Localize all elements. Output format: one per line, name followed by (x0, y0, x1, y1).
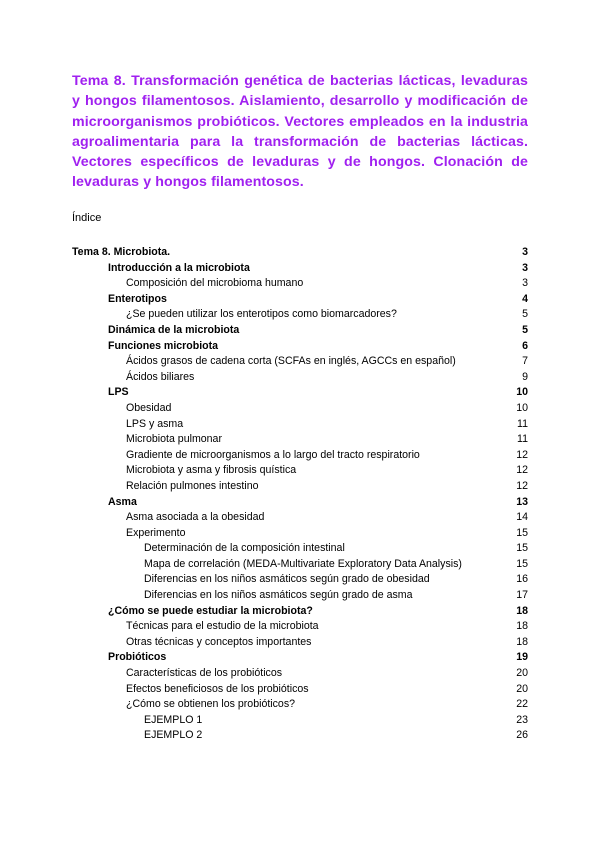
toc-entry-label: Asma asociada a la obesidad (126, 511, 265, 524)
toc-entry-tema-8[interactable] (72, 245, 528, 261)
table-of-contents (72, 245, 528, 744)
toc-entry-label: Características de los probióticos (126, 667, 283, 680)
toc-entry-otras-tecnicas[interactable] (72, 635, 528, 651)
toc-entry-asma[interactable] (72, 495, 528, 511)
toc-entry-label: LPS y asma (126, 417, 184, 430)
toc-entry-page: 15 (516, 542, 528, 555)
toc-entry-label: ¿Cómo se puede estudiar la microbiota? (108, 604, 313, 617)
toc-entry-label: Relación pulmones intestino (126, 479, 259, 492)
toc-entry-page: 26 (516, 729, 528, 742)
toc-entry-asma-obesidad[interactable] (72, 510, 528, 526)
toc-entry-label: Dinámica de la microbiota (108, 323, 240, 336)
toc-entry-page: 6 (522, 339, 528, 352)
toc-entry-label: Ácidos grasos de cadena corta (SCFAs en inglés, AGCCs en español) (126, 355, 456, 368)
toc-entry-page: 5 (522, 323, 528, 336)
toc-entry-page: 12 (516, 464, 528, 477)
toc-entry-page: 12 (516, 448, 528, 461)
toc-entry-acidos-biliares[interactable] (72, 370, 528, 386)
toc-entry-acidos-grasos[interactable] (72, 354, 528, 370)
toc-entry-como-obtienen[interactable] (72, 697, 528, 713)
toc-entry-page: 3 (522, 261, 528, 274)
toc-entry-gradiente[interactable] (72, 448, 528, 464)
toc-entry-lps-asma[interactable] (72, 417, 528, 433)
toc-entry-page: 12 (516, 479, 528, 492)
toc-entry-ejemplo-2[interactable] (72, 728, 528, 744)
toc-entry-label: EJEMPLO 2 (144, 729, 203, 742)
toc-entry-page: 20 (516, 667, 528, 680)
toc-entry-label: Otras técnicas y conceptos importantes (126, 635, 312, 648)
toc-entry-page: 10 (516, 386, 528, 399)
toc-entry-label: Microbiota y asma y fibrosis quística (126, 464, 297, 477)
toc-entry-label: Ácidos biliares (126, 370, 195, 383)
toc-entry-page: 20 (516, 682, 528, 695)
toc-entry-label: Asma (108, 495, 137, 508)
toc-entry-page: 3 (522, 246, 528, 258)
toc-entry-label: Determinación de la composición intestinal (144, 542, 345, 555)
toc-entry-page: 11 (517, 417, 528, 430)
toc-entry-page: 17 (516, 589, 528, 602)
toc-entry-tecnicas[interactable] (72, 619, 528, 635)
toc-entry-introduccion[interactable] (72, 261, 528, 277)
toc-entry-label: Probióticos (108, 651, 167, 664)
toc-entry-fibrosis[interactable] (72, 463, 528, 479)
toc-entry-label: Gradiente de microorganismos a lo largo del tracto respiratorio (126, 448, 420, 461)
toc-entry-page: 3 (522, 277, 528, 290)
toc-entry-page: 18 (516, 620, 528, 633)
toc-entry-composicion-intestinal[interactable] (72, 541, 528, 557)
toc-entry-label: EJEMPLO 1 (144, 713, 203, 726)
toc-entry-page: 19 (516, 651, 528, 664)
toc-entry-label: Mapa de correlación (MEDA-Multivariate Exploratory Data Analysis) (144, 557, 462, 570)
toc-entry-probioticos[interactable] (72, 650, 528, 666)
toc-entry-label: Efectos beneficiosos de los probióticos (126, 682, 309, 695)
toc-entry-enterotipos[interactable] (72, 292, 528, 308)
toc-entry-composicion[interactable] (72, 276, 528, 292)
index-heading: Índice (72, 212, 102, 224)
toc-entry-label: LPS (108, 386, 129, 399)
toc-entry-ejemplo-1[interactable] (72, 713, 528, 729)
toc-entry-page: 5 (522, 308, 528, 321)
toc-entry-label: Enterotipos (108, 292, 167, 305)
toc-entry-label: Experimento (126, 526, 186, 539)
toc-entry-page: 15 (516, 557, 528, 570)
toc-entry-page: 16 (516, 573, 528, 586)
toc-entry-diferencias-obesidad[interactable] (72, 572, 528, 588)
toc-entry-biomarcadores[interactable] (72, 307, 528, 323)
toc-entry-page: 18 (516, 604, 528, 617)
toc-entry-label: Introducción a la microbiota (108, 261, 250, 274)
toc-entry-page: 10 (516, 401, 528, 414)
toc-entry-lps[interactable] (72, 385, 528, 401)
toc-entry-diferencias-asma[interactable] (72, 588, 528, 604)
toc-entry-estudiar[interactable] (72, 604, 528, 620)
toc-entry-caracteristicas[interactable] (72, 666, 528, 682)
toc-entry-page: 15 (516, 526, 528, 539)
toc-entry-page: 14 (516, 511, 528, 524)
toc-entry-page: 23 (516, 713, 528, 726)
toc-entry-label: Diferencias en los niños asmáticos según grado de asma (144, 589, 413, 602)
toc-entry-label: ¿Se pueden utilizar los enterotipos como biomarcadores? (126, 308, 397, 321)
toc-entry-page: 7 (522, 355, 528, 368)
toc-entry-funciones[interactable] (72, 339, 528, 355)
toc-entry-microbiota-pulmonar[interactable] (72, 432, 528, 448)
toc-entry-experimento[interactable] (72, 526, 528, 542)
toc-entry-label: Composición del microbioma humano (126, 277, 304, 290)
toc-entry-page: 13 (516, 495, 528, 508)
toc-entry-label: Obesidad (126, 401, 172, 414)
toc-entry-pulmones-intestino[interactable] (72, 479, 528, 495)
toc-entry-label: Microbiota pulmonar (126, 433, 222, 446)
toc-entry-obesidad[interactable] (72, 401, 528, 417)
toc-entry-label: Funciones microbiota (108, 339, 219, 352)
document-title: Tema 8. Transformación genética de bacterias lácticas, levaduras y hongos filamentosos. Aislamiento, desarrollo y modificación de microorganismos probióticos. Vectores empleados en la industria agroalimentaria para la transformación de bacterias lácticas. Vectores específicos de levaduras y de hongos. Clonación de levaduras y hongos filamentosos. (72, 73, 528, 191)
toc-entry-page: 22 (516, 698, 528, 711)
toc-entry-page: 11 (517, 433, 528, 446)
toc-entry-label: Diferencias en los niños asmáticos según grado de obesidad (144, 573, 430, 586)
toc-entry-label: Técnicas para el estudio de la microbiota (126, 620, 319, 633)
toc-entry-label: Tema 8. Microbiota. (72, 246, 171, 258)
toc-entry-efectos[interactable] (72, 682, 528, 698)
toc-entry-page: 18 (516, 635, 528, 648)
toc-entry-label: ¿Cómo se obtienen los probióticos? (126, 698, 296, 711)
toc-entry-mapa-correlacion[interactable] (72, 557, 528, 573)
toc-entry-page: 9 (522, 370, 528, 383)
toc-entry-dinamica[interactable] (72, 323, 528, 339)
toc-entry-page: 4 (522, 292, 528, 305)
